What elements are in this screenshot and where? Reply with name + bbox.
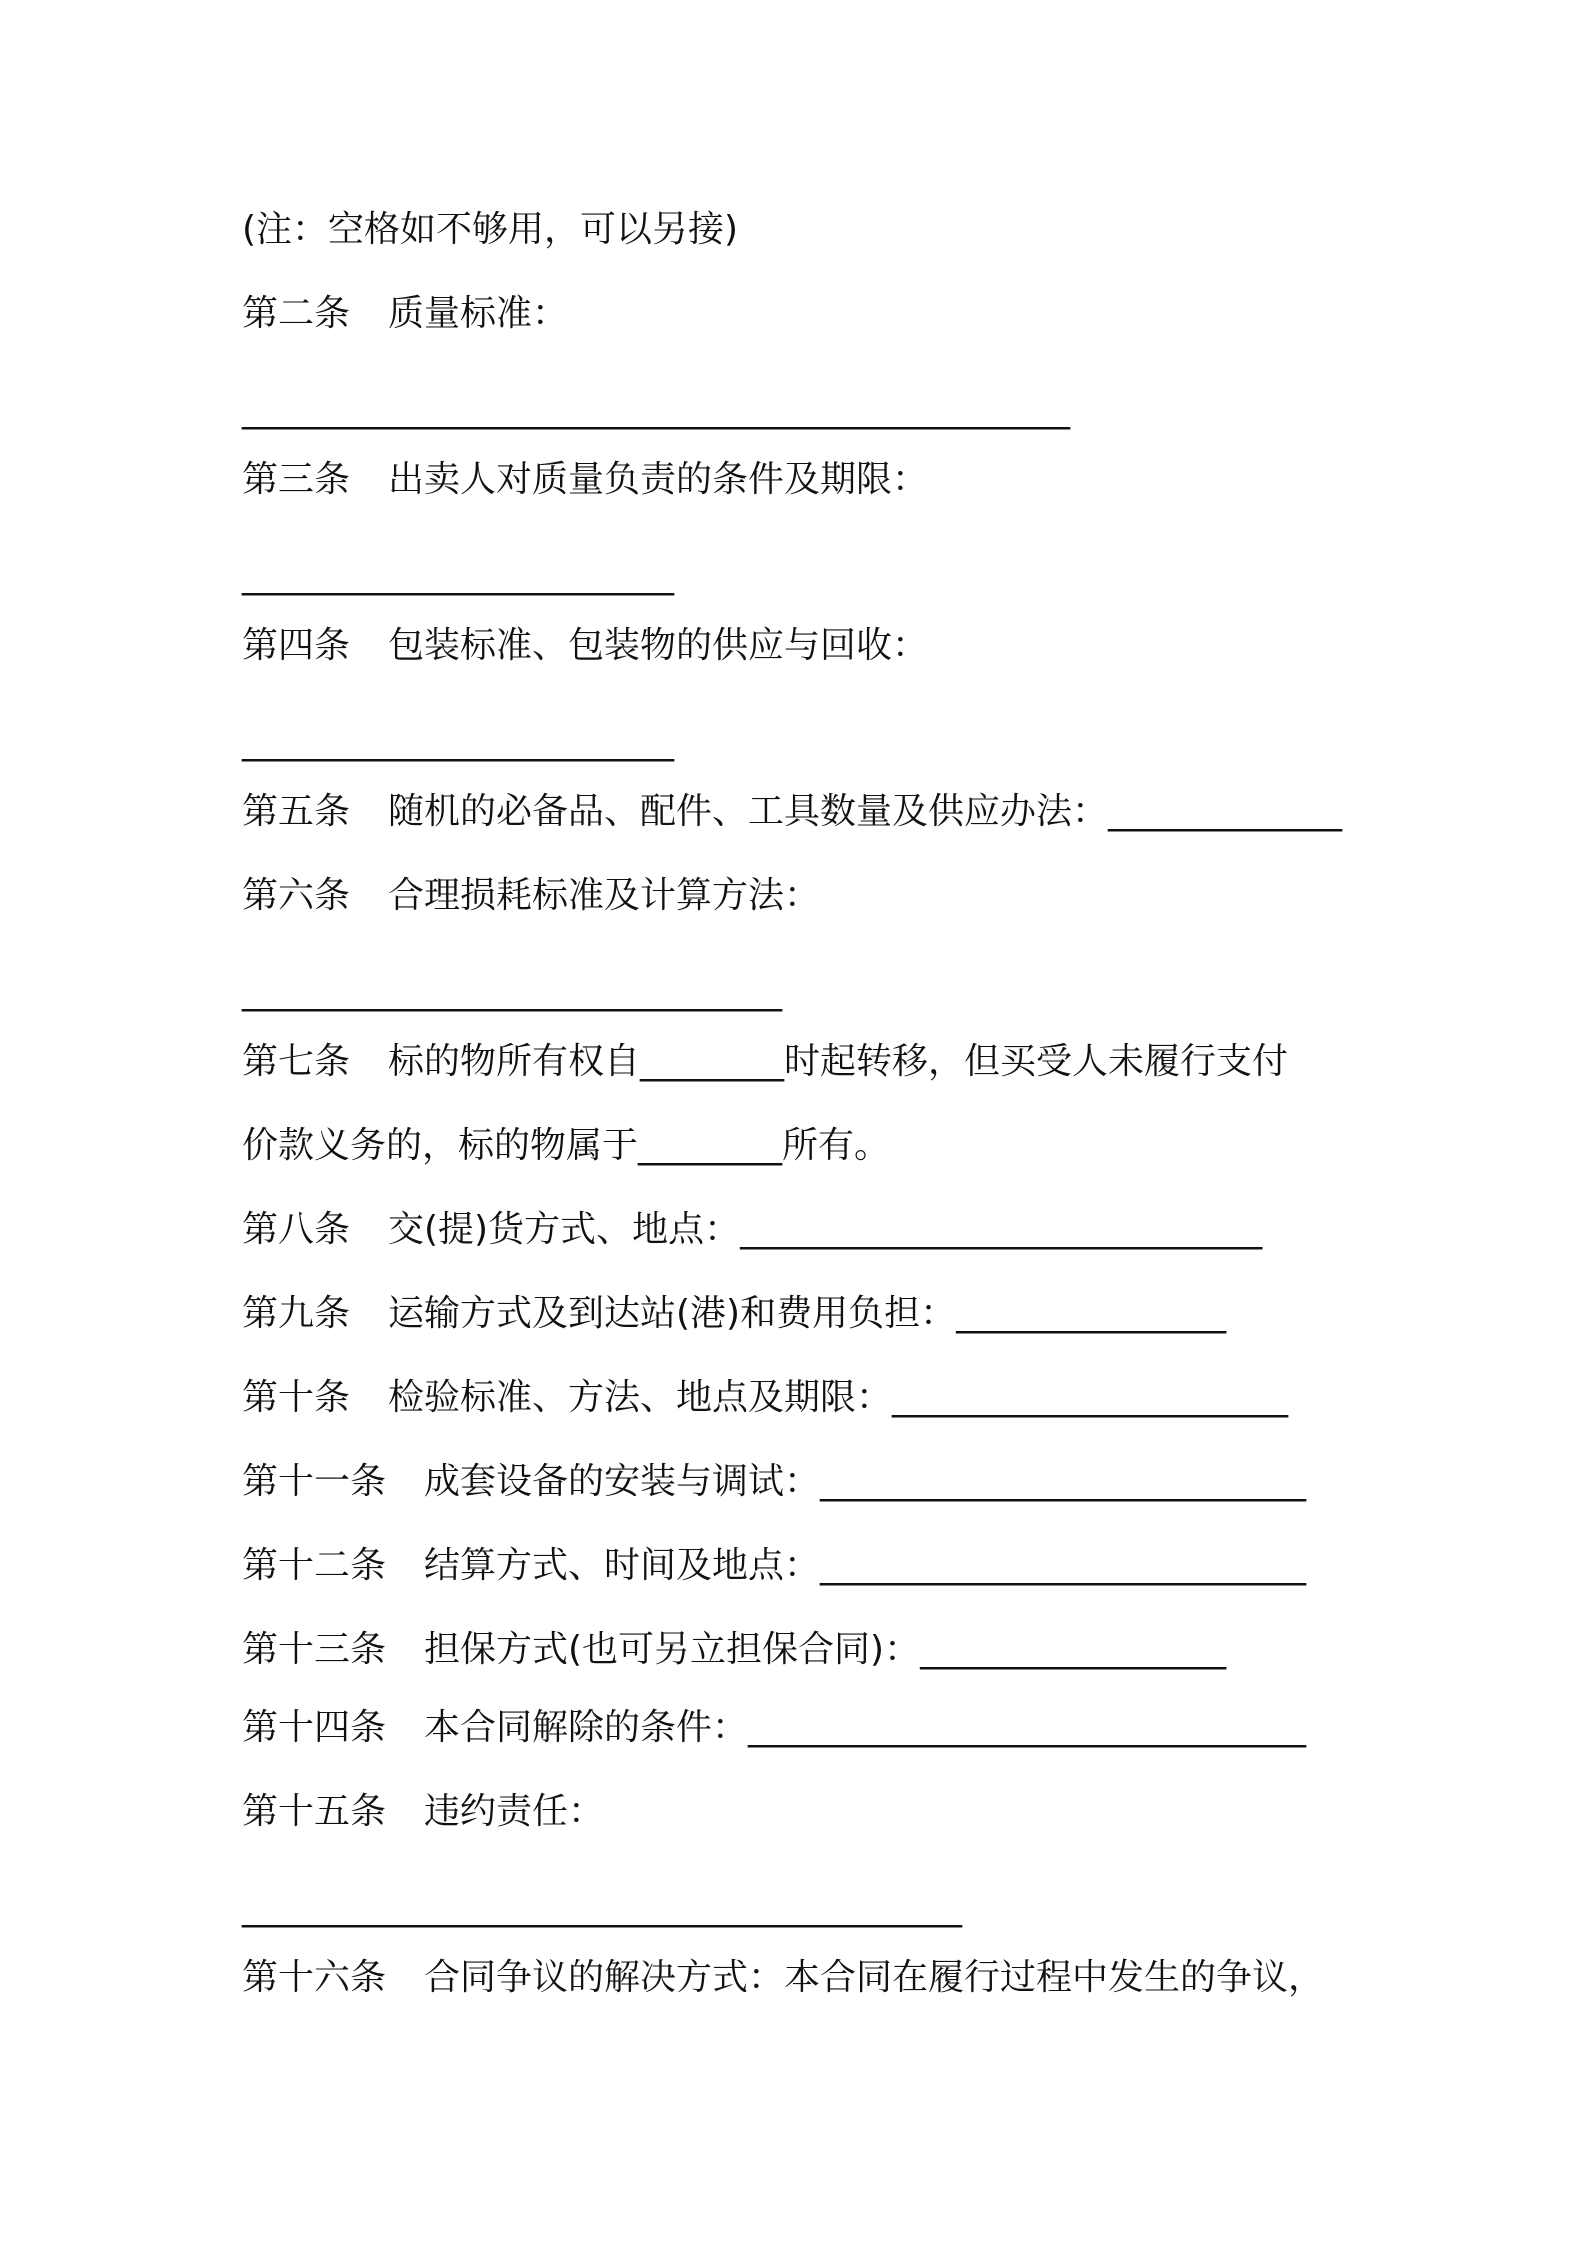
article-5 <box>242 788 1342 836</box>
article-7-continuation-text: 价款义务的，标的物属于________所有。 <box>242 1125 891 1166</box>
article-2-blank-line <box>242 386 1070 434</box>
article-2-heading: 第二条 <box>242 293 351 334</box>
article-9-text: 运输方式及到达站(港)和费用负担：_______________ <box>388 1293 1227 1334</box>
article-7 <box>242 1038 1288 1086</box>
article-6-blank: ______________________________ <box>242 971 782 1012</box>
article-10-text: 检验标准、方法、地点及期限：______________________ <box>388 1377 1289 1418</box>
article-8 <box>242 1206 1262 1254</box>
article-11-heading: 第十一条 <box>242 1461 387 1502</box>
article-7-text: 标的物所有权自________时起转移，但买受人未履行支付 <box>388 1041 1289 1082</box>
article-14-heading: 第十四条 <box>242 1707 387 1748</box>
article-4-blank-line <box>242 718 674 766</box>
article-16-heading: 第十六条 <box>242 1957 387 1998</box>
article-7-continuation <box>242 1122 890 1170</box>
article-13-text: 担保方式(也可另立担保合同)：_________________ <box>424 1629 1227 1670</box>
article-3-blank: ________________________ <box>242 555 674 596</box>
article-11-text: 成套设备的安装与调试：___________________________ <box>424 1461 1307 1502</box>
article-16-text: 合同争议的解决方式：本合同在履行过程中发生的争议， <box>424 1957 1325 1998</box>
article-3-text: 出卖人对质量负责的条件及期限： <box>388 459 929 500</box>
article-16 <box>242 1954 1324 2002</box>
article-7-heading: 第七条 <box>242 1041 351 1082</box>
article-6-blank-line <box>242 968 782 1016</box>
article-8-heading: 第八条 <box>242 1209 351 1250</box>
article-15-blank-line <box>242 1884 962 1932</box>
article-11 <box>242 1458 1306 1506</box>
article-4-blank: ________________________ <box>242 721 674 762</box>
article-15 <box>242 1788 604 1836</box>
article-12-heading: 第十二条 <box>242 1545 387 1586</box>
article-3-heading: 第三条 <box>242 459 351 500</box>
article-9 <box>242 1290 1226 1338</box>
article-9-heading: 第九条 <box>242 1293 351 1334</box>
article-10 <box>242 1374 1288 1422</box>
article-6-text: 合理损耗标准及计算方法： <box>388 875 821 916</box>
article-15-heading: 第十五条 <box>242 1791 387 1832</box>
article-15-blank: ________________________________________ <box>242 1887 962 1928</box>
article-6-heading: 第六条 <box>242 875 351 916</box>
article-12-text: 结算方式、时间及地点：___________________________ <box>424 1545 1307 1586</box>
article-2-blank: ______________________________________________ <box>242 389 1070 430</box>
article-4-text: 包装标准、包装物的供应与回收： <box>388 625 929 666</box>
article-14-text: 本合同解除的条件：_______________________________ <box>424 1707 1307 1748</box>
article-4 <box>242 622 928 670</box>
article-12 <box>242 1542 1306 1590</box>
article-3-blank-line <box>242 552 674 600</box>
article-13 <box>242 1626 1226 1674</box>
article-6 <box>242 872 820 920</box>
article-8-text: 交(提)货方式、地点：_____________________________ <box>388 1209 1263 1250</box>
article-2 <box>242 290 568 338</box>
article-4-heading: 第四条 <box>242 625 351 666</box>
article-15-text: 违约责任： <box>424 1791 605 1832</box>
article-10-heading: 第十条 <box>242 1377 351 1418</box>
article-14 <box>242 1704 1306 1752</box>
article-13-heading: 第十三条 <box>242 1629 387 1670</box>
note-text: (注：空格如不够用，可以另接) <box>242 209 739 250</box>
article-3 <box>242 456 928 504</box>
article-5-text: 随机的必备品、配件、工具数量及供应办法：_____________ <box>388 791 1343 832</box>
article-2-text: 质量标准： <box>388 293 569 334</box>
article-5-heading: 第五条 <box>242 791 351 832</box>
note-line <box>242 206 738 254</box>
